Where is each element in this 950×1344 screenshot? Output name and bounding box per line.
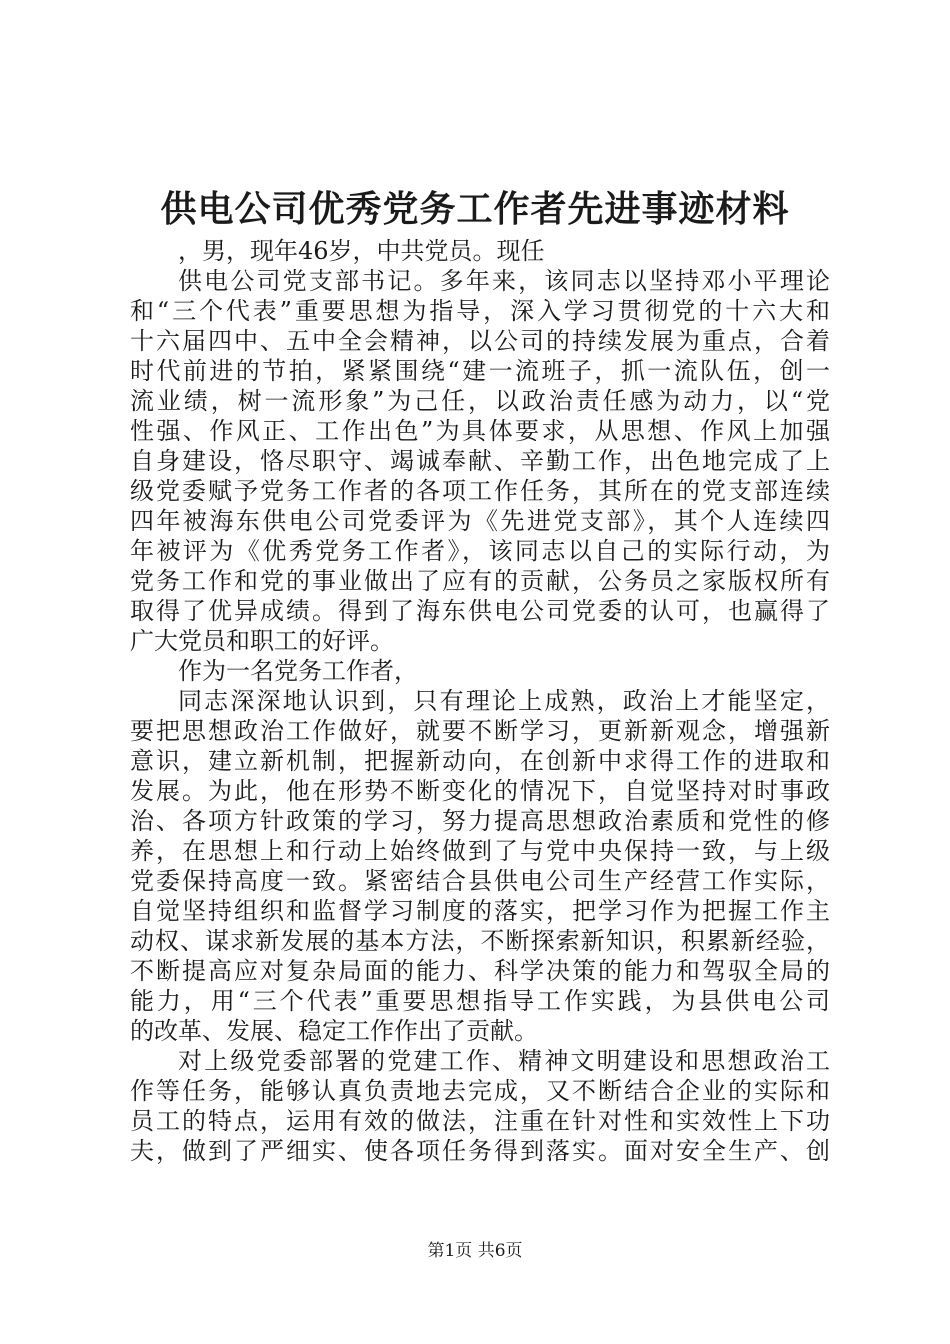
text-line: 能力，用“三个代表”重要思想指导工作实践，为县供电公司 — [130, 987, 830, 1015]
page-footer: 第1页 共6页 — [427, 1241, 523, 1261]
document-body — [130, 236, 830, 1166]
text-line: 治、各项方针政策的学习，努力提高思想政治素质和党性的修 — [130, 807, 830, 835]
text-line: 对上级党委部署的党建工作、精神文明建设和思想政治工 — [178, 1047, 830, 1075]
text-line: 性强、作风正、工作出色”为具体要求，从思想、作风上加强 — [130, 417, 830, 445]
text-line: ，男，现年46岁，中共党员。现任 — [178, 237, 545, 265]
text-line: 养，在思想上和行动上始终做到了与党中央保持一致，与上级 — [130, 837, 830, 865]
text-line: 夫，做到了严细实、使各项任务得到落实。面对安全生产、创 — [130, 1137, 830, 1165]
document-title: 供电公司优秀党务工作者先进事迹材料 — [160, 188, 790, 230]
text-line: 级党委赋予党务工作者的各项工作任务，其所在的党支部连续 — [130, 477, 830, 505]
text-line: 同志深深地认识到，只有理论上成熟，政治上才能坚定， — [178, 687, 830, 715]
text-line: 作为一名党务工作者， — [178, 657, 418, 685]
text-line: 员工的特点，运用有效的做法，注重在针对性和实效性上下功 — [130, 1107, 830, 1135]
text-line: 时代前进的节拍，紧紧围绕“建一流班子，抓一流队伍，创一 — [130, 357, 830, 385]
text-line: 供电公司党支部书记。多年来，该同志以坚持邓小平理论 — [178, 267, 830, 295]
text-line: 的改革、发展、稳定工作作出了贡献。 — [130, 1017, 538, 1045]
text-line: 自觉坚持组织和监督学习制度的落实，把学习作为把握工作主 — [130, 897, 830, 925]
text-line: 作等任务，能够认真负责地去完成，又不断结合企业的实际和 — [130, 1077, 830, 1105]
text-line: 流业绩，树一流形象”为己任，以政治责任感为动力，以“党 — [130, 387, 830, 415]
text-line: 要把思想政治工作做好，就要不断学习，更新新观念，增强新 — [130, 717, 830, 745]
text-line: 自身建设，恪尽职守、竭诚奉献、辛勤工作，出色地完成了上 — [130, 447, 830, 475]
text-line: 意识，建立新机制，把握新动向，在创新中求得工作的进取和 — [130, 747, 830, 775]
text-line: 年被评为《优秀党务工作者》，该同志以自己的实际行动，为 — [130, 537, 830, 565]
text-line: 不断提高应对复杂局面的能力、科学决策的能力和驾驭全局的 — [130, 957, 830, 985]
text-line: 广大党员和职工的好评。 — [130, 627, 394, 655]
text-line: 和“三个代表”重要思想为指导，深入学习贯彻党的十六大和 — [130, 297, 830, 325]
text-line: 动权、谋求新发展的基本方法，不断探索新知识，积累新经验， — [130, 927, 830, 955]
text-line: 党务工作和党的事业做出了应有的贡献，公务员之家版权所有 — [130, 567, 830, 595]
text-line: 四年被海东供电公司党委评为《先进党支部》，其个人连续四 — [130, 507, 830, 535]
text-line: 党委保持高度一致。紧密结合县供电公司生产经营工作实际， — [130, 867, 830, 895]
text-line: 十六届四中、五中全会精神，以公司的持续发展为重点，合着 — [130, 327, 830, 355]
text-line: 发展。为此，他在形势不断变化的情况下，自觉坚持对时事政 — [130, 777, 830, 805]
text-line: 取得了优异成绩。得到了海东供电公司党委的认可，也赢得了 — [130, 597, 830, 625]
